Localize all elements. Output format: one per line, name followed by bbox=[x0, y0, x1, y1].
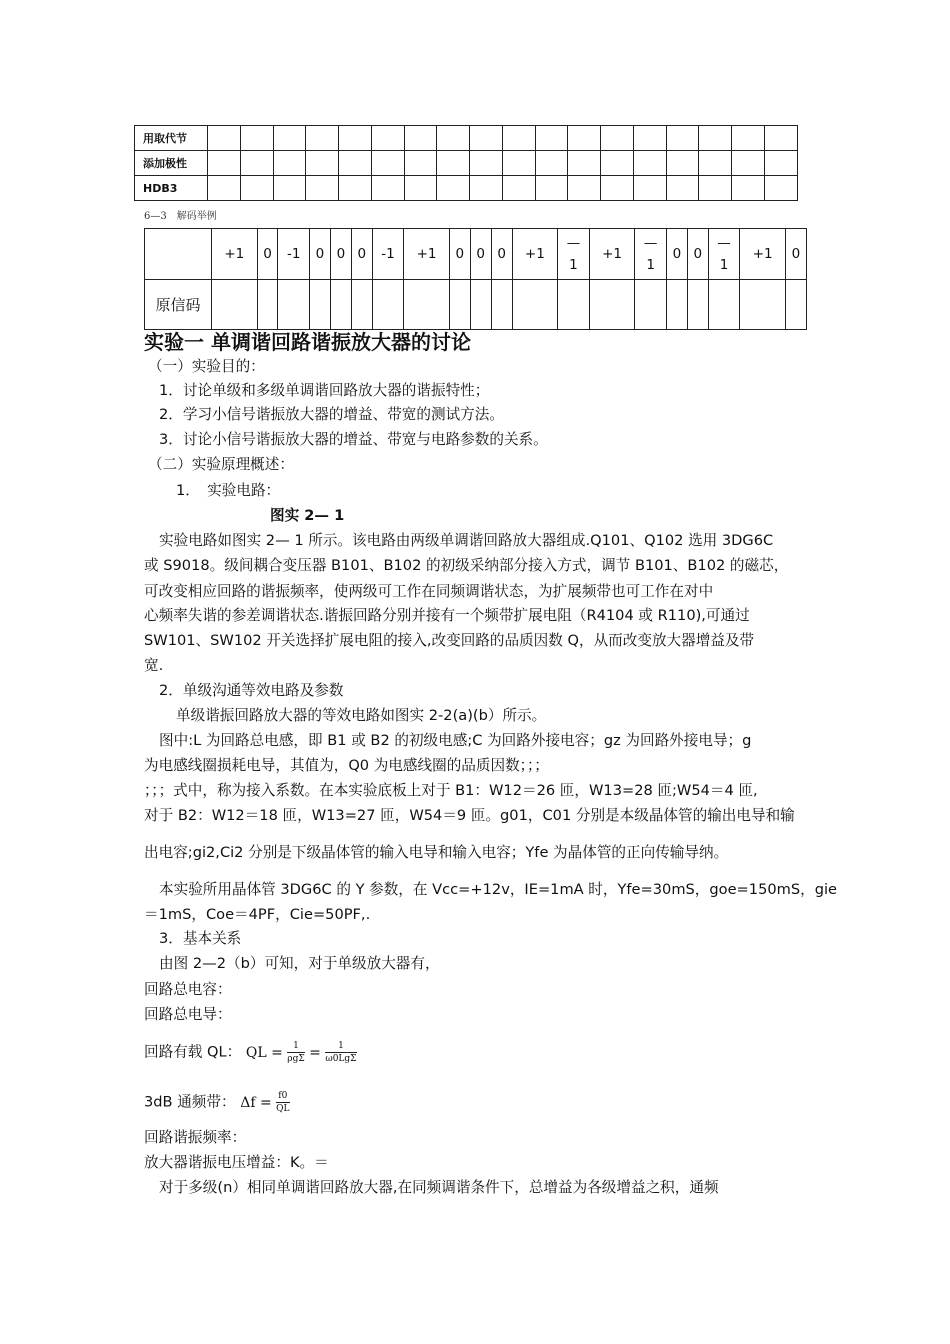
empty-cell bbox=[568, 151, 601, 176]
empty-cell bbox=[732, 126, 765, 151]
goal-3: 3．讨论小信号谐振放大器的增益、带宽与电路参数的关系。 bbox=[159, 431, 548, 448]
para3-line1: 图中:L 为回路总电感，即 B1 或 B2 的初级电感;C 为回路外接电容；gz 为回路外接电导；g bbox=[159, 732, 752, 749]
empty-cell bbox=[208, 151, 241, 176]
empty-cell bbox=[666, 280, 687, 330]
empty-cell bbox=[765, 176, 798, 201]
code-cell: 0 bbox=[449, 229, 470, 280]
total-conductance: 回路总电导： bbox=[144, 1006, 232, 1023]
empty-cell bbox=[371, 176, 404, 201]
code-cell: +1 bbox=[404, 229, 450, 280]
empty-cell bbox=[437, 126, 470, 151]
item-3: 3．基本关系 bbox=[159, 930, 242, 947]
empty-cell bbox=[306, 126, 339, 151]
empty-cell bbox=[371, 151, 404, 176]
empty-cell bbox=[568, 126, 601, 151]
empty-cell bbox=[491, 280, 512, 330]
empty-cell bbox=[208, 176, 241, 201]
empty-cell bbox=[339, 126, 372, 151]
empty-cell bbox=[470, 280, 491, 330]
decode-table bbox=[144, 228, 807, 330]
empty-cell bbox=[240, 176, 273, 201]
code-cell: 0 bbox=[491, 229, 512, 280]
empty-cell bbox=[732, 151, 765, 176]
empty-cell bbox=[404, 151, 437, 176]
heading-goals: （一）实验目的： bbox=[148, 358, 265, 375]
code-cell: 0 bbox=[785, 229, 806, 280]
code-cell: 0 bbox=[470, 229, 491, 280]
empty-cell bbox=[449, 280, 470, 330]
empty-cell bbox=[502, 126, 535, 151]
code-cell: +1 bbox=[212, 229, 258, 280]
empty-cell bbox=[212, 280, 258, 330]
empty-cell bbox=[437, 176, 470, 201]
para1-line5: SW101、SW102 开关选择扩展电阻的接入,改变回路的品质因数 Q，从而改变放大器增益及带 bbox=[144, 632, 755, 649]
empty-cell bbox=[732, 176, 765, 201]
empty-cell bbox=[404, 126, 437, 151]
empty-cell bbox=[306, 176, 339, 201]
empty-cell bbox=[740, 280, 786, 330]
empty-cell bbox=[470, 126, 503, 151]
empty-cell bbox=[633, 151, 666, 176]
empty-cell bbox=[568, 176, 601, 201]
para3-line5: 出电容;gi2,Ci2 分别是下级晶体管的输入电导和输入电容；Yfe 为晶体管的正向传输导纳。 bbox=[144, 844, 729, 861]
para3-line4: 对于 B2：W12＝18 匝，W13=27 匝，W54＝9 匝。g01，C01 分别是本级晶体管的输出电导和输 bbox=[144, 807, 795, 824]
empty-cell bbox=[502, 176, 535, 201]
empty-cell bbox=[273, 176, 306, 201]
empty-cell bbox=[512, 280, 558, 330]
empty-cell bbox=[437, 151, 470, 176]
code-cell: 0 bbox=[310, 229, 331, 280]
code-cell: — 1 bbox=[708, 229, 740, 280]
empty-cell bbox=[535, 126, 568, 151]
table-row bbox=[135, 126, 798, 151]
code-cell: — 1 bbox=[558, 229, 590, 280]
empty-cell bbox=[699, 151, 732, 176]
code-cell: +1 bbox=[512, 229, 558, 280]
empty-cell bbox=[404, 280, 450, 330]
empty-cell bbox=[502, 151, 535, 176]
table-row bbox=[135, 151, 798, 176]
para5: 由图 2—2（b）可知，对于单级放大器有， bbox=[159, 955, 440, 972]
empty-cell bbox=[558, 280, 590, 330]
empty-cell bbox=[589, 280, 635, 330]
empty-cell bbox=[699, 126, 732, 151]
empty-cell bbox=[635, 280, 667, 330]
empty-cell bbox=[633, 126, 666, 151]
code-table bbox=[134, 125, 798, 201]
empty-cell bbox=[470, 176, 503, 201]
empty-cell bbox=[339, 176, 372, 201]
empty-cell bbox=[278, 280, 310, 330]
row-label: 添加极性 bbox=[135, 151, 208, 176]
empty-cell bbox=[257, 280, 278, 330]
code-cell: -1 bbox=[278, 229, 310, 280]
code-cell: 0 bbox=[257, 229, 278, 280]
goal-1: 1．讨论单级和多级单调谐回路放大器的谐振特性； bbox=[159, 382, 490, 399]
empty-cell bbox=[666, 126, 699, 151]
loaded-q-label: 回路有载 QL： bbox=[144, 1043, 242, 1061]
empty-cell bbox=[699, 176, 732, 201]
empty-cell bbox=[666, 176, 699, 201]
empty-cell bbox=[273, 126, 306, 151]
code-cell: 0 bbox=[687, 229, 708, 280]
empty-cell bbox=[310, 280, 331, 330]
empty-cell bbox=[240, 151, 273, 176]
section-title: 实验一 单调谐回路谐振放大器的讨论 bbox=[144, 330, 471, 354]
empty-cell bbox=[404, 176, 437, 201]
empty-cell bbox=[601, 176, 634, 201]
para4-line2: ＝1mS，Coe＝4PF，Cie=50PF,. bbox=[144, 906, 371, 923]
code-cell: -1 bbox=[372, 229, 404, 280]
row-label: 用取代节 bbox=[135, 126, 208, 151]
empty-cell bbox=[633, 176, 666, 201]
empty-cell bbox=[765, 151, 798, 176]
empty-cell bbox=[601, 151, 634, 176]
empty-cell bbox=[306, 151, 339, 176]
empty-cell bbox=[708, 280, 740, 330]
bandwidth-label: 3dB 通频带： bbox=[144, 1093, 236, 1111]
code-cell: 0 bbox=[666, 229, 687, 280]
empty-cell bbox=[208, 126, 241, 151]
empty-cell bbox=[240, 126, 273, 151]
empty-cell bbox=[666, 151, 699, 176]
figure-label: 图实 2— 1 bbox=[270, 507, 345, 524]
loaded-q-line bbox=[144, 1040, 357, 1065]
table-row bbox=[135, 176, 798, 201]
item-1: 1． 实验电路： bbox=[176, 482, 281, 499]
empty-cell bbox=[371, 126, 404, 151]
resonant-frequency: 回路谐振频率： bbox=[144, 1129, 247, 1146]
empty-cell bbox=[785, 280, 806, 330]
empty-cell bbox=[470, 151, 503, 176]
goal-2: 2．学习小信号谐振放大器的增益、带宽的测试方法。 bbox=[159, 406, 504, 423]
code-cell: +1 bbox=[589, 229, 635, 280]
code-cell: 0 bbox=[351, 229, 372, 280]
empty-cell bbox=[687, 280, 708, 330]
para1-line1: 实验电路如图实 2— 1 所示。该电路由两级单调谐回路放大器组成.Q101、Q102 选用 3DG6C bbox=[159, 532, 774, 549]
para1-line2: 或 S9018。级间耦合变压器 B101、B102 的初级采纳部分接入方式，调节 B101、B102 的磁芯， bbox=[144, 557, 789, 574]
row-label: HDB3 bbox=[135, 176, 208, 201]
empty-cell bbox=[765, 126, 798, 151]
para1-line6: 宽. bbox=[144, 657, 164, 674]
bandwidth-line bbox=[144, 1090, 290, 1115]
formula-ql: QL = $\frac{1}{\text{ρgΣ}}$ = $\frac{1}{\text{ω0LgΣ}}$ bbox=[245, 1041, 357, 1064]
empty-cell bbox=[330, 280, 351, 330]
table-caption: 6—3 解码举例 bbox=[144, 211, 217, 222]
para3-line3: ；；；式中，称为接入系数。在本实验底板上对于 B1：W12＝26 匝，W13=28 匝;W54＝4 匝, bbox=[144, 782, 758, 799]
voltage-gain: 放大器谐振电压增益：K。＝ bbox=[144, 1154, 329, 1171]
code-cell: 0 bbox=[330, 229, 351, 280]
para1-line4: 心频率失谐的参差调谐状态.谐振回路分别并接有一个频带扩展电阻（R4104 或 R110),可通过 bbox=[144, 607, 750, 624]
heading-principle: （二）实验原理概述： bbox=[148, 456, 294, 473]
para1-line3: 可改变相应回路的谐振频率，使两级可工作在同频调谐状态，为扩展频带也可工作在对中 bbox=[144, 583, 714, 600]
row-label: 原信码 bbox=[145, 280, 212, 330]
total-capacitance: 回路总电容： bbox=[144, 981, 232, 998]
para4-line1: 本实验所用晶体管 3DG6C 的 Y 参数，在 Vcc=+12v，IE=1mA 时，Yfe=30mS，goe=150mS，gie bbox=[159, 881, 838, 898]
empty-cell bbox=[535, 151, 568, 176]
empty-cell bbox=[535, 176, 568, 201]
para3-line2: 为电感线圈损耗电导，其值为，Q0 为电感线圈的品质因数；；； bbox=[144, 757, 549, 774]
code-cell: +1 bbox=[740, 229, 786, 280]
para6: 对于多级(n）相同单调谐回路放大器,在同频调谐条件下，总增益为各级增益之积，通频 bbox=[159, 1179, 719, 1196]
empty-header-cell bbox=[145, 229, 212, 280]
empty-cell bbox=[601, 126, 634, 151]
code-cell: — 1 bbox=[635, 229, 667, 280]
empty-cell bbox=[339, 151, 372, 176]
formula-bw: Δf = $\frac{f0}{QL}$ bbox=[240, 1091, 290, 1114]
empty-cell bbox=[273, 151, 306, 176]
item-2: 2．单级沟通等效电路及参数 bbox=[159, 682, 344, 699]
para2: 单级谐振回路放大器的等效电路如图实 2-2(a)(b）所示。 bbox=[176, 707, 547, 724]
empty-cell bbox=[372, 280, 404, 330]
empty-cell bbox=[351, 280, 372, 330]
